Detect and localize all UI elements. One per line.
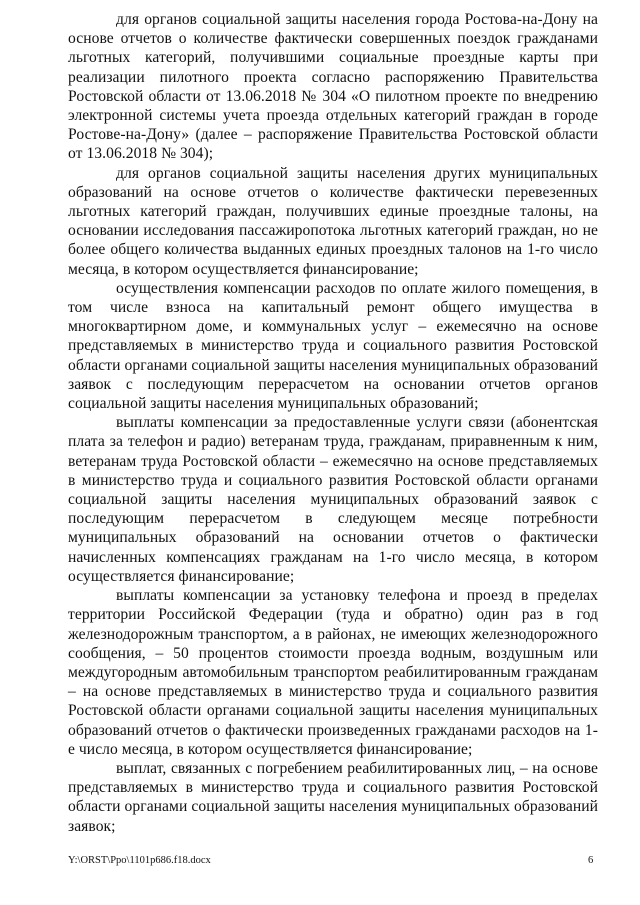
paragraph-other-municipalities-tickets: для органов социальной защиты населения других муниципальных образований на основе отчетов о количестве фактически перевезенных льготных категорий граждан, получивших единые проездные талоны, на основании исследования пассажиропотока льготных категорий граждан, но не более общего количества выданных единых проездных талонов на 1-го число месяца, в котором осуществляется финансирование; — [68, 164, 598, 278]
paragraph-burial-payments: выплат, связанных с погребением реабилитированных лиц, – на основе представляемых в министерство труда и социального развития Ростовской области органами социальной защиты населения муниципальных образований заявок; — [68, 759, 598, 835]
paragraph-housing-compensation: осуществления компенсации расходов по оплате жилого помещения, в том числе взноса на капитальный ремонт общего имущества в многоквартирном доме, и коммунальных услуг – ежемесячно на основе представляемых в министерство труда и социального развития Ростовской области органами социальной защиты населения муниципальных образований заявок с последующим перерасчетом на основании отчетов органов социальной защиты населения муниципальных образований; — [68, 279, 598, 413]
paragraph-communication-compensation: выплаты компенсации за предоставленные услуги связи (абонентская плата за телефон и радио) ветеранам труда, гражданам, приравненным к ним, ветеранам труда Ростовской области – ежемесячно на основе представляемых в министерство труда и социального развития Ростовской области органами социальной защиты населения муниципальных образований заявок с последующим перерасчетом в следующем месяце потребности муниципальных образований на основании отчетов о фактически начисленных компенсациях гражданам на 1-го число месяца, в котором осуществляется финансирование; — [68, 414, 598, 585]
document-body — [68, 10, 598, 836]
footer-page-number: 6 — [588, 855, 594, 866]
paragraph-telephone-travel-compensation: выплаты компенсации за установку телефона и проезд в пределах территории Российской Федерации (туда и обратно) один раз в год железнодорожным транспортом, а в районах, не имеющих железнодорожного сообщения, – 50 процентов стоимости проезда водным, воздушным или междугородным автомобильным транспортом реабилитированным гражданам – на основе представляемых в министерство труда и социального развития Ростовской области органами социальной защиты населения муниципальных образований отчетов о фактически произведенных гражданами расходов на 1-е число месяца, в котором осуществляется финансирование; — [68, 587, 598, 758]
footer-file-path: Y:\ORST\Ppo\1101p686.f18.docx — [68, 855, 211, 866]
paragraph-rostov-social-cards: для органов социальной защиты населения города Ростова-на-Дону на основе отчетов о количестве фактически совершенных поездок гражданами льготных категорий, получившими социальные проездные карты при реализации пилотного проекта согласно распоряжению Правительства Ростовской области от 13.06.2018 № 304 «О пилотном проекте по внедрению электронной системы учета проезда отдельных категорий граждан в городе Ростове-на-Дону» (далее – распоряжение Правительства Ростовской области от 13.06.2018 № 304); — [68, 11, 598, 163]
